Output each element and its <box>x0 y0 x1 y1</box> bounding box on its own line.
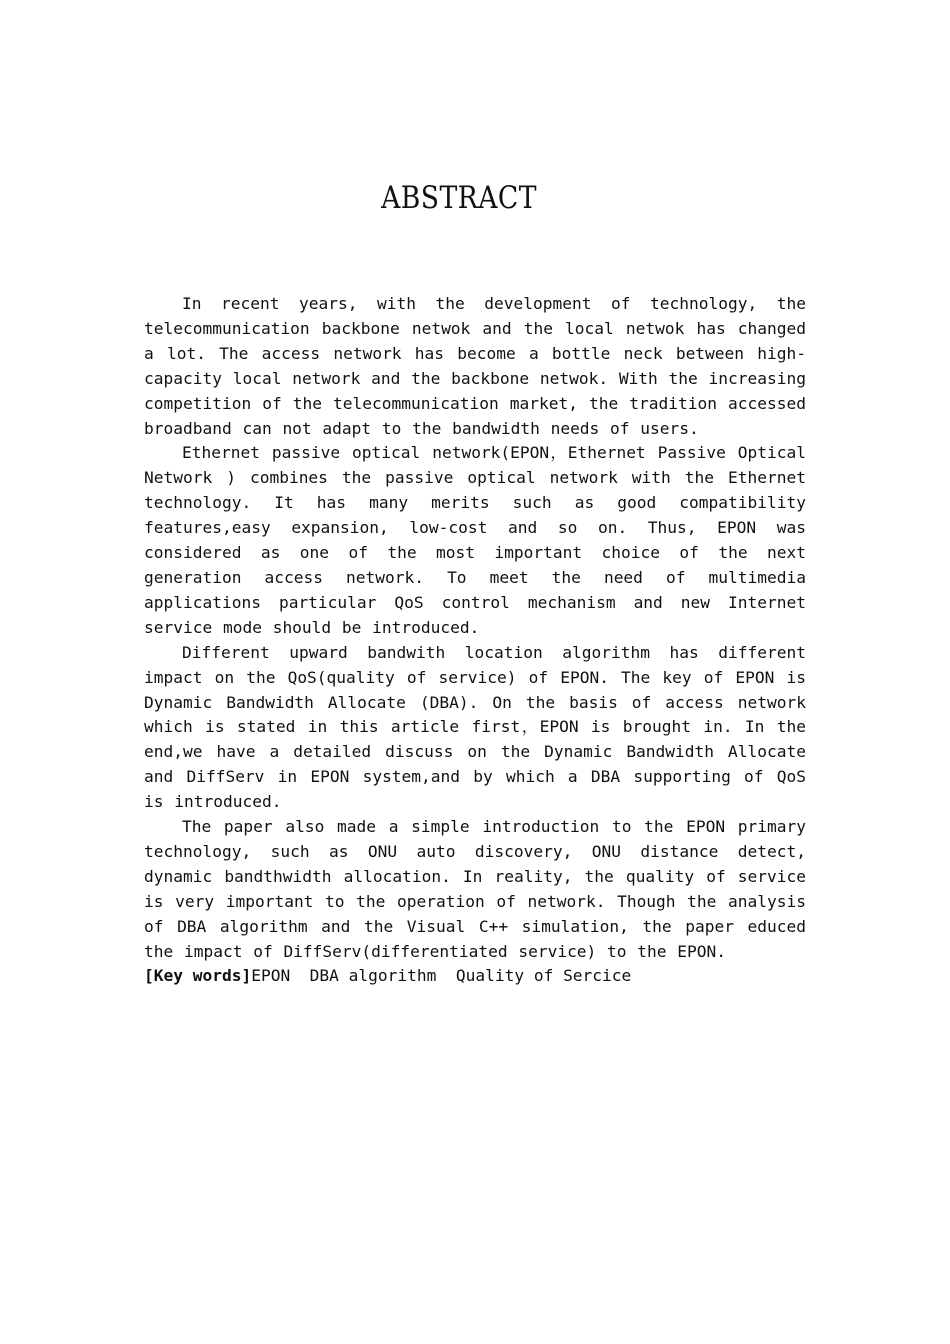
page-title: ABSTRACT <box>381 180 537 216</box>
keywords-text: EPON DBA algorithm Quality of Sercice <box>251 966 632 985</box>
abstract-paragraph-2: Ethernet passive optical network(EPON，Ethernet Passive Optical Network ) combines the passive optical network with the Ethernet technology. It has many merits such as good compatibility features,easy expansion, low-cost and so on. Thus, EPON was considered as one of the most important choice of the next generation access network. To meet the need of multimedia applications particular QoS control mechanism and new Internet service mode should be introduced. <box>144 443 806 637</box>
abstract-paragraph-3: Different upward bandwith location algorithm has different impact on the QoS(quality of service) of EPON. The key of EPON is Dynamic Bandwidth Allocate (DBA). On the basis of access network which is stated in this article first，EPON is brought in. In the end,we have a detailed discuss on the Dynamic Bandwidth Allocate and DiffServ in EPON system,and by which a DBA supporting of QoS is introduced. <box>144 642 806 812</box>
keywords-line <box>144 964 824 989</box>
abstract-paragraph-1: In recent years, with the development of technology, the telecommunication backbone netwok and the local netwok has changed a lot. The access network has become a bottle neck between high-capacity local network and the backbone netwok. With the increasing competition of the telecommunication market, the tradition accessed broadband can not adapt to the bandwidth needs of users. <box>144 294 806 438</box>
keywords-label: [Key words] <box>144 966 252 985</box>
abstract-body <box>144 292 806 964</box>
abstract-paragraph-4: The paper also made a simple introduction to the EPON primary technology, such as ONU auto discovery, ONU distance detect, dynamic bandthwidth allocation. In reality, the quality of service is very important to the operation of network. Though the analysis of DBA algorithm and the Visual C++ simulation, the paper educed the impact of DiffServ(differentiated service) to the EPON. <box>144 817 806 961</box>
